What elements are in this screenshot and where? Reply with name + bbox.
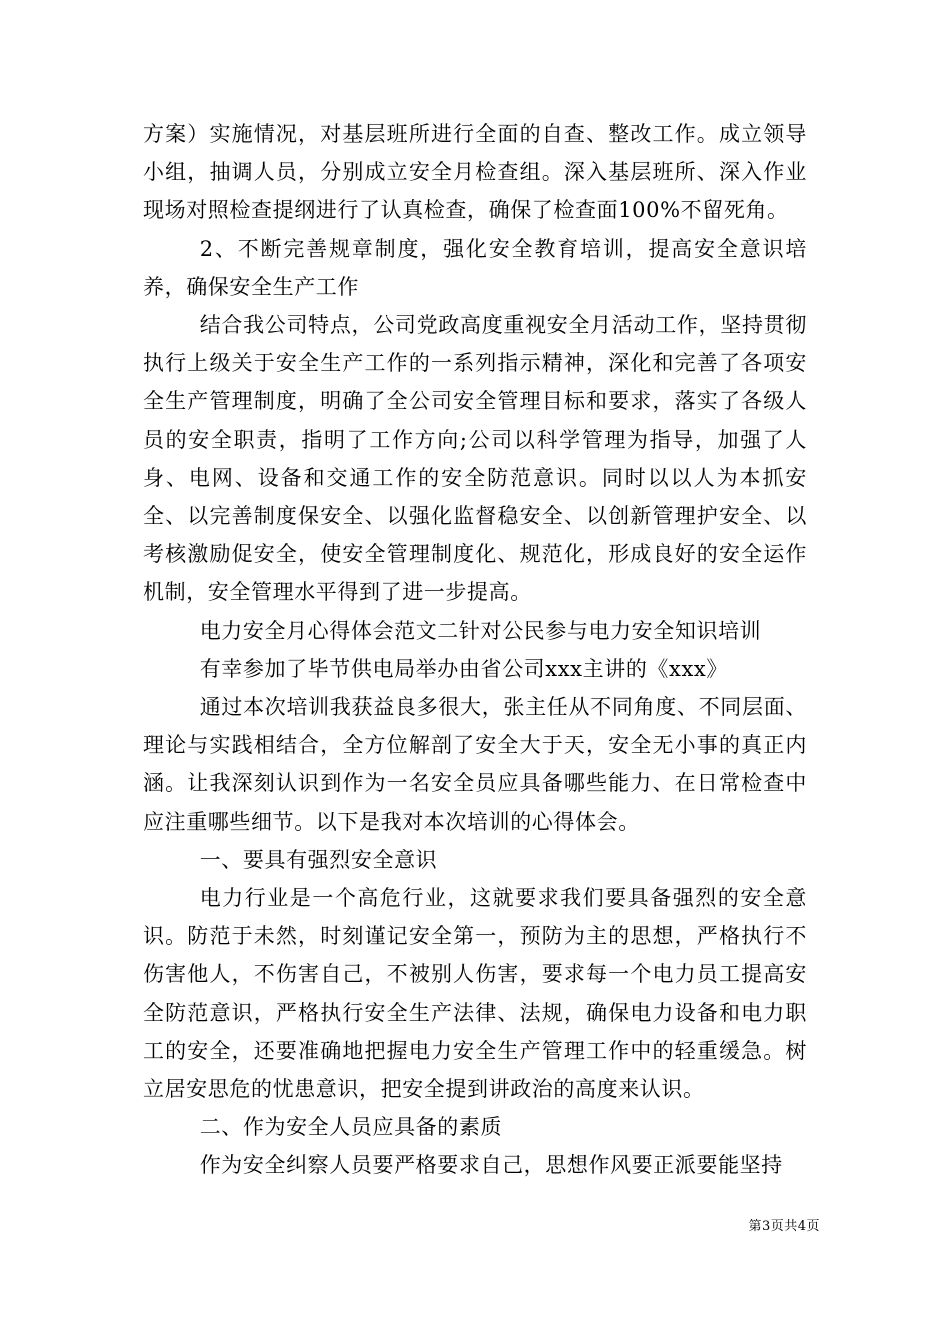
page-number-footer: 第3页共4页 bbox=[748, 1219, 820, 1234]
document-body bbox=[143, 115, 807, 1185]
section-heading-two: 二、作为安全人员应具备的素质 bbox=[199, 1115, 503, 1140]
section-heading-one: 一、要具有强烈安全意识 bbox=[199, 847, 438, 872]
section-heading-2: 2、不断完善规章制度，强化安全教育培训，提高安全意识培养，确保安全生产工作 bbox=[143, 236, 807, 299]
paragraph-continuation: 方案）实施情况，对基层班所进行全面的自查、整改工作。成立领导小组，抽调人员，分别成立安全月检查组。深入基层班所、深入作业现场对照检查提纲进行了认真检查，确保了检查面100%不留死角。 bbox=[143, 122, 807, 223]
paragraph-company-safety: 结合我公司特点，公司党政高度重视安全月活动工作，坚持贯彻执行上级关于安全生产工作的一系列指示精神，深化和完善了各项安全生产管理制度，明确了全公司安全管理目标和要求，落实了各级人员的安全职责，指明了工作方向;公司以科学管理为指导，加强了人身、电网、设备和交通工作的安全防范意识。同时以以人为本抓安全、以完善制度保安全、以强化监督稳安全、以创新管理护安全、以考核激励促安全，使安全管理制度化、规范化，形成良好的安全运作机制，安全管理水平得到了进一步提高。 bbox=[143, 313, 807, 605]
paragraph-safety-awareness: 电力行业是一个高危行业，这就要求我们要具备强烈的安全意识。防范于未然，时刻谨记安全第一，预防为主的思想，严格执行不伤害他人，不伤害自己，不被别人伤害，要求每一个电力员工提高安全防范意识，严格执行安全生产法律、法规，确保电力设备和电力职工的安全，还要准确地把握电力安全生产管理工作中的轻重缓急。树立居安思危的忧患意识，把安全提到讲政治的高度来认识。 bbox=[143, 886, 807, 1102]
paragraph-inspector-quality: 作为安全纠察人员要严格要求自己，思想作风要正派要能坚持 bbox=[199, 1153, 783, 1178]
paragraph-training-benefit: 通过本次培训我获益良多很大，张主任从不同角度、不同层面、理论与实践相结合，全方位解剖了安全大于天，安全无小事的真正内涵。让我深刻认识到作为一名安全员应具备哪些能力、在日常检查中应注重哪些细节。以下是我对本次培训的心得体会。 bbox=[143, 695, 807, 834]
article-title-two: 电力安全月心得体会范文二针对公民参与电力安全知识培训 bbox=[199, 618, 762, 643]
paragraph-training-intro: 有幸参加了毕节供电局举办由省公司xxx主讲的《xxx》 bbox=[199, 656, 728, 681]
